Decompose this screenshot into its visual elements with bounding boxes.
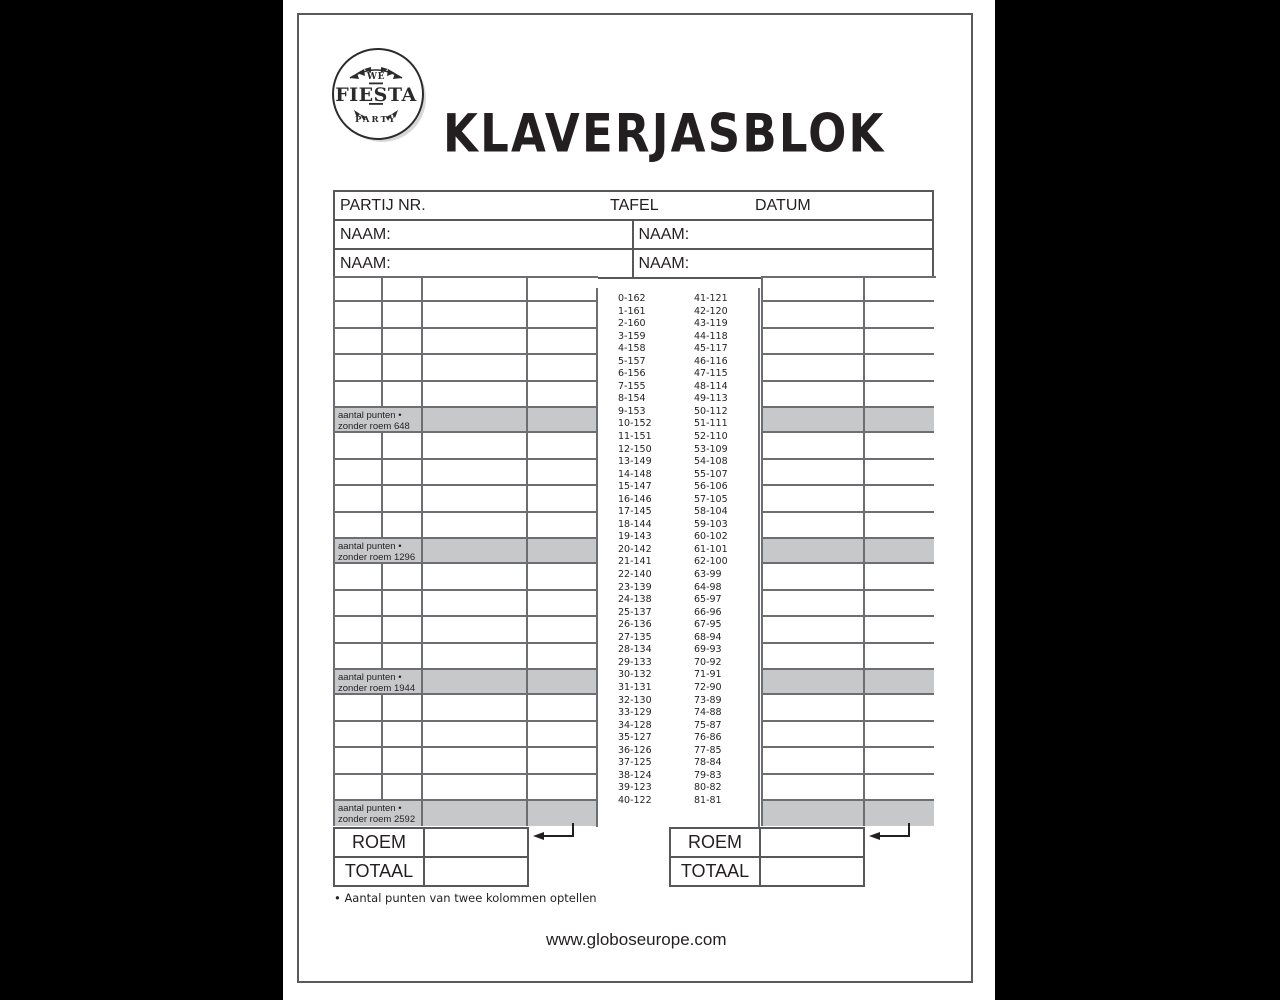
- punten-input-cell-left[interactable]: [423, 564, 528, 591]
- roem-input-cell-right[interactable]: [865, 302, 934, 329]
- header-row-partij: [335, 192, 932, 221]
- round-extra-cell[interactable]: [383, 460, 423, 487]
- roem-input-cell-left[interactable]: [528, 617, 596, 644]
- roem-input-cell-right[interactable]: [865, 486, 934, 513]
- subtotal-punten-cell-left[interactable]: [423, 539, 528, 564]
- reference-item-col2: 72-90: [694, 681, 722, 693]
- reference-item-col2: 79-83: [694, 769, 722, 781]
- round-number-cell: [335, 513, 383, 540]
- table-row: [335, 513, 598, 540]
- punten-input-cell-left[interactable]: [423, 644, 528, 671]
- round-number-cell: [335, 695, 383, 722]
- table-row: [335, 302, 598, 329]
- punten-input-cell-right[interactable]: [763, 329, 865, 356]
- reference-item-col1: 22-140: [618, 569, 652, 581]
- reference-item-col1: 32-130: [618, 694, 652, 706]
- reference-item-col2: 44-118: [694, 330, 728, 342]
- reference-item-col1: 7-155: [618, 380, 646, 392]
- reference-item-col1: 21-141: [618, 556, 652, 568]
- round-extra-cell[interactable]: [383, 486, 423, 513]
- reference-item-col2: 71-91: [694, 669, 722, 681]
- reference-item-col1: 15-147: [618, 481, 652, 493]
- roem-input-cell-right[interactable]: [865, 775, 934, 802]
- reference-item-col2: 58-104: [694, 506, 728, 518]
- subtotal-line-2: zonder roem 1944: [338, 683, 416, 694]
- punten-input-cell-right[interactable]: [763, 591, 865, 618]
- punten-input-cell-right[interactable]: [763, 644, 865, 671]
- table-row: [335, 722, 598, 749]
- table-row: [763, 433, 936, 460]
- round-number-cell: [335, 591, 383, 618]
- table-row: [335, 617, 598, 644]
- subtotal-punten-cell-right[interactable]: [763, 539, 865, 564]
- punten-input-cell-right[interactable]: [763, 302, 865, 329]
- table-row: [763, 486, 936, 513]
- table-row: [335, 408, 598, 433]
- table-row: [763, 513, 936, 540]
- score-table-left: [333, 276, 598, 826]
- table-row: [335, 670, 598, 695]
- round-number-cell: [335, 775, 383, 802]
- col-header-roem-left: [528, 278, 596, 302]
- reference-item-col2: 64-98: [694, 581, 722, 593]
- table-row: [335, 591, 598, 618]
- table-row: [335, 748, 598, 775]
- subtotal-punten-cell-right[interactable]: [763, 408, 865, 433]
- table-row: [763, 695, 936, 722]
- header-top-cell: [335, 192, 932, 219]
- reference-item-col1: 18-144: [618, 518, 652, 530]
- punten-input-cell-right[interactable]: [763, 564, 865, 591]
- reference-item-col1: 29-133: [618, 656, 652, 668]
- roem-label-right: ROEM: [671, 829, 761, 856]
- subtotal-label-left: [335, 670, 423, 695]
- header-row-naam-2: [335, 250, 932, 277]
- punten-input-cell-right[interactable]: [763, 433, 865, 460]
- round-extra-cell[interactable]: [383, 329, 423, 356]
- col-header-blank-2: [383, 278, 423, 302]
- reference-item-col2: 50-112: [694, 405, 728, 417]
- partij-nr-label: PARTIJ NR.: [340, 196, 426, 214]
- roem-input-cell-right[interactable]: [865, 564, 934, 591]
- table-row: [335, 539, 598, 564]
- punten-input-cell-left[interactable]: [423, 722, 528, 749]
- reference-item-col2: 60-102: [694, 531, 728, 543]
- tafel-label: TAFEL: [610, 196, 659, 214]
- roem-input-cell-left[interactable]: [528, 302, 596, 329]
- naam-field-1[interactable]: NAAM:: [335, 221, 634, 248]
- roem-input-cell-right[interactable]: [865, 329, 934, 356]
- round-extra-cell[interactable]: [383, 775, 423, 802]
- punten-input-cell-right[interactable]: [763, 775, 865, 802]
- round-number-cell: [335, 564, 383, 591]
- reference-item-col2: 61-101: [694, 543, 728, 555]
- totals-row-totaal-right: [671, 858, 863, 885]
- subtotal-roem-cell-right[interactable]: [865, 670, 934, 695]
- reference-item-col2: 52-110: [694, 431, 728, 443]
- punten-input-cell-left[interactable]: [423, 355, 528, 382]
- round-extra-cell[interactable]: [383, 617, 423, 644]
- reference-column-1: [598, 288, 682, 827]
- reference-item-col2: 69-93: [694, 644, 722, 656]
- reference-item-col2: 73-89: [694, 694, 722, 706]
- punten-input-cell-left[interactable]: [423, 329, 528, 356]
- table-row: [763, 670, 936, 695]
- roem-input-cell-right[interactable]: [865, 460, 934, 487]
- roem-input-cell-right[interactable]: [865, 591, 934, 618]
- reference-item-col1: 6-156: [618, 368, 646, 380]
- round-number-cell: [335, 329, 383, 356]
- naam-field-4[interactable]: NAAM:: [638, 254, 690, 272]
- reference-item-col2: 56-106: [694, 481, 728, 493]
- punten-input-cell-left[interactable]: [423, 775, 528, 802]
- svg-text:WE: WE: [366, 72, 386, 82]
- reference-item-col2: 42-120: [694, 305, 728, 317]
- reference-item-col1: 8-154: [618, 393, 646, 405]
- table-row: [763, 591, 936, 618]
- col-header-punten-right: [763, 278, 865, 302]
- round-number-cell: [335, 486, 383, 513]
- reference-item-col2: 81-81: [694, 794, 722, 806]
- table-row: [335, 644, 598, 671]
- reference-item-col2: 67-95: [694, 619, 722, 631]
- reference-item-col1: 28-134: [618, 644, 652, 656]
- reference-item-col1: 34-128: [618, 719, 652, 731]
- punten-input-cell-right[interactable]: [763, 748, 865, 775]
- subtotal-roem-cell-left[interactable]: [528, 408, 596, 433]
- round-extra-cell[interactable]: [383, 722, 423, 749]
- subtotal-punten-cell-right[interactable]: [763, 670, 865, 695]
- reference-item-col2: 62-100: [694, 556, 728, 568]
- round-number-cell: [335, 355, 383, 382]
- punten-input-cell-right[interactable]: [763, 695, 865, 722]
- reference-item-col1: 35-127: [618, 732, 652, 744]
- table-row: [335, 695, 598, 722]
- roem-input-cell-left[interactable]: [528, 433, 596, 460]
- totals-row-roem-left: [335, 829, 527, 858]
- roem-input-cell-right[interactable]: [865, 695, 934, 722]
- totals-block-right: [669, 827, 865, 887]
- roem-value-right[interactable]: [761, 829, 863, 856]
- subtotal-label-left: [335, 539, 423, 564]
- round-number-cell: [335, 302, 383, 329]
- col-header-blank-1: [335, 278, 383, 302]
- reference-item-col2: 78-84: [694, 757, 722, 769]
- roem-input-cell-left[interactable]: [528, 486, 596, 513]
- subtotal-punten-cell-left[interactable]: [423, 801, 528, 826]
- roem-input-cell-right[interactable]: [865, 513, 934, 540]
- subtotal-line-2: zonder roem 648: [338, 421, 410, 432]
- reference-item-col1: 20-142: [618, 543, 652, 555]
- punten-input-cell-left[interactable]: [423, 460, 528, 487]
- footnote: • Aantal punten van twee kolommen optellen: [334, 891, 597, 905]
- roem-input-cell-left[interactable]: [528, 775, 596, 802]
- punten-input-cell-left[interactable]: [423, 748, 528, 775]
- roem-value-left[interactable]: [425, 829, 527, 856]
- roem-input-cell-right[interactable]: [865, 433, 934, 460]
- reference-item-col1: 14-148: [618, 468, 652, 480]
- table-row: [763, 539, 936, 564]
- roem-input-cell-left[interactable]: [528, 460, 596, 487]
- reference-item-col2: 65-97: [694, 594, 722, 606]
- reference-item-col2: 48-114: [694, 380, 728, 392]
- round-extra-cell[interactable]: [383, 695, 423, 722]
- punten-input-cell-right[interactable]: [763, 382, 865, 409]
- reference-item-col1: 4-158: [618, 343, 646, 355]
- reference-item-col2: 70-92: [694, 656, 722, 668]
- table-row: [763, 748, 936, 775]
- reference-item-col2: 57-105: [694, 493, 728, 505]
- round-extra-cell[interactable]: [383, 564, 423, 591]
- reference-item-col2: 47-115: [694, 368, 728, 380]
- punten-input-cell-left[interactable]: [423, 591, 528, 618]
- subtotal-roem-cell-left[interactable]: [528, 670, 596, 695]
- roem-input-cell-left[interactable]: [528, 591, 596, 618]
- reference-item-col2: 74-88: [694, 707, 722, 719]
- subtotal-label-left: [335, 801, 423, 826]
- reference-item-col2: 45-117: [694, 343, 728, 355]
- round-extra-cell[interactable]: [383, 513, 423, 540]
- reference-item-col1: 10-152: [618, 418, 652, 430]
- roem-input-cell-right[interactable]: [865, 722, 934, 749]
- reference-item-col2: 75-87: [694, 719, 722, 731]
- carry-arrow-right-icon: [865, 822, 913, 852]
- totals-row-roem-right: [671, 829, 863, 858]
- reference-item-col2: 68-94: [694, 631, 722, 643]
- reference-item-col1: 40-122: [618, 794, 652, 806]
- reference-item-col2: 77-85: [694, 744, 722, 756]
- reference-item-col1: 30-132: [618, 669, 652, 681]
- roem-input-cell-left[interactable]: [528, 748, 596, 775]
- punten-input-cell-left[interactable]: [423, 513, 528, 540]
- reference-item-col2: 41-121: [694, 293, 728, 304]
- punten-input-cell-right[interactable]: [763, 513, 865, 540]
- reference-item-col2: 80-82: [694, 782, 722, 794]
- roem-input-cell-right[interactable]: [865, 617, 934, 644]
- header-table: [333, 190, 934, 279]
- reference-item-col1: 17-145: [618, 506, 652, 518]
- reference-item-col1: 24-138: [618, 594, 652, 606]
- totaal-value-right[interactable]: [761, 858, 863, 885]
- roem-input-cell-left[interactable]: [528, 564, 596, 591]
- punten-input-cell-left[interactable]: [423, 382, 528, 409]
- reference-item-col1: 38-124: [618, 769, 652, 781]
- reference-item-col1: 31-131: [618, 681, 652, 693]
- roem-input-cell-left[interactable]: [528, 644, 596, 671]
- reference-item-col1: 13-149: [618, 456, 652, 468]
- totals-block-left: [333, 827, 529, 887]
- table-row: [763, 564, 936, 591]
- subtotal-roem-cell-right[interactable]: [865, 539, 934, 564]
- round-number-cell: [335, 617, 383, 644]
- roem-input-cell-right[interactable]: [865, 355, 934, 382]
- naam-field-3[interactable]: NAAM:: [335, 250, 634, 277]
- roem-input-cell-left[interactable]: [528, 329, 596, 356]
- totals-row-totaal-left: [335, 858, 527, 885]
- subtotal-punten-cell-left[interactable]: [423, 670, 528, 695]
- punten-input-cell-right[interactable]: [763, 355, 865, 382]
- table-row: [763, 355, 936, 382]
- reference-item-col2: 43-119: [694, 318, 728, 330]
- website-url: www.globoseurope.com: [546, 930, 727, 949]
- punten-input-cell-right[interactable]: [763, 460, 865, 487]
- roem-input-cell-left[interactable]: [528, 355, 596, 382]
- reference-item-col2: 54-108: [694, 456, 728, 468]
- reference-item-col2: 59-103: [694, 518, 728, 530]
- totaal-label-right: TOTAAL: [671, 858, 761, 885]
- table-row: [335, 433, 598, 460]
- reference-item-col2: 55-107: [694, 468, 728, 480]
- subtotal-line-1: aantal punten •: [338, 803, 402, 814]
- table-row: [763, 460, 936, 487]
- round-number-cell: [335, 433, 383, 460]
- punten-input-cell-right[interactable]: [763, 617, 865, 644]
- table-row: [763, 775, 936, 802]
- reference-item-col1: 19-143: [618, 531, 652, 543]
- punten-input-cell-left[interactable]: [423, 302, 528, 329]
- round-extra-cell[interactable]: [383, 302, 423, 329]
- roem-label-left: ROEM: [335, 829, 425, 856]
- round-number-cell: [335, 748, 383, 775]
- reference-item-col2: 51-111: [694, 418, 728, 430]
- table-row: [763, 722, 936, 749]
- reference-item-col2: 46-116: [694, 355, 728, 367]
- header-row-naam-1: [335, 221, 932, 250]
- reference-item-col2: 76-86: [694, 732, 722, 744]
- reference-item-col1: 16-146: [618, 493, 652, 505]
- punten-input-cell-right[interactable]: [763, 486, 865, 513]
- round-extra-cell[interactable]: [383, 382, 423, 409]
- logo-artwork-icon: [332, 48, 420, 136]
- round-number-cell: [335, 644, 383, 671]
- table-row: [763, 278, 936, 302]
- reference-item-col1: 2-160: [618, 318, 646, 330]
- roem-input-cell-left[interactable]: [528, 695, 596, 722]
- subtotal-line-1: aantal punten •: [338, 672, 402, 683]
- totaal-value-left[interactable]: [425, 858, 527, 885]
- col-header-punten-left: [423, 278, 528, 302]
- round-number-cell: [335, 460, 383, 487]
- fiesta-logo: [332, 48, 428, 144]
- round-extra-cell[interactable]: [383, 748, 423, 775]
- subtotal-punten-cell-left[interactable]: [423, 408, 528, 433]
- roem-input-cell-right[interactable]: [865, 644, 934, 671]
- roem-input-cell-left[interactable]: [528, 513, 596, 540]
- carry-arrow-left-icon: [529, 822, 577, 852]
- round-extra-cell[interactable]: [383, 433, 423, 460]
- round-extra-cell[interactable]: [383, 591, 423, 618]
- roem-input-cell-right[interactable]: [865, 382, 934, 409]
- table-row: [335, 775, 598, 802]
- roem-input-cell-left[interactable]: [528, 382, 596, 409]
- reference-item-col1: 39-123: [618, 782, 652, 794]
- table-row: [335, 486, 598, 513]
- table-row: [335, 329, 598, 356]
- score-table-right: [761, 276, 936, 826]
- round-number-cell: [335, 722, 383, 749]
- subtotal-line-1: aantal punten •: [338, 541, 402, 552]
- col-header-roem-right: [865, 278, 934, 302]
- punten-input-cell-left[interactable]: [423, 486, 528, 513]
- subtotal-line-2: zonder roem 2592: [338, 814, 416, 825]
- svg-text:FIESTA: FIESTA: [335, 84, 417, 106]
- naam-field-2[interactable]: NAAM:: [638, 225, 690, 243]
- table-row: [763, 617, 936, 644]
- svg-text:PARTY: PARTY: [355, 115, 397, 125]
- roem-input-cell-right[interactable]: [865, 748, 934, 775]
- reference-item-col1: 33-129: [618, 707, 652, 719]
- reference-list: [596, 288, 760, 827]
- reference-item-col1: 25-137: [618, 606, 652, 618]
- table-row: [763, 382, 936, 409]
- totaal-label-left: TOTAAL: [335, 858, 425, 885]
- reference-item-col1: 9-153: [618, 405, 646, 417]
- punten-input-cell-left[interactable]: [423, 433, 528, 460]
- punten-input-cell-left[interactable]: [423, 617, 528, 644]
- reference-item-col1: 3-159: [618, 330, 646, 342]
- reference-item-col1: 37-125: [618, 757, 652, 769]
- reference-item-col1: 26-136: [618, 619, 652, 631]
- page-title: KLAVERJASBLOK: [443, 103, 886, 165]
- subtotal-line-2: zonder roem 1296: [338, 552, 416, 563]
- reference-item-col2: 63-99: [694, 569, 722, 581]
- round-number-cell: [335, 382, 383, 409]
- reference-item-col2: 53-109: [694, 443, 728, 455]
- table-row: [763, 644, 936, 671]
- table-row: [763, 408, 936, 433]
- subtotal-punten-cell-right[interactable]: [763, 801, 865, 826]
- reference-column-2: [682, 288, 758, 827]
- reference-item-col1: 27-135: [618, 631, 652, 643]
- round-extra-cell[interactable]: [383, 355, 423, 382]
- reference-item-col1: 23-139: [618, 581, 652, 593]
- reference-item-col2: 49-113: [694, 393, 728, 405]
- subtotal-label-left: [335, 408, 423, 433]
- round-extra-cell[interactable]: [383, 644, 423, 671]
- table-row: [763, 329, 936, 356]
- punten-input-cell-right[interactable]: [763, 722, 865, 749]
- table-row: [335, 460, 598, 487]
- subtotal-line-1: aantal punten •: [338, 410, 402, 421]
- reference-item-col1: 5-157: [618, 355, 646, 367]
- datum-label: DATUM: [755, 196, 811, 214]
- table-row: [763, 302, 936, 329]
- reference-item-col2: 66-96: [694, 606, 722, 618]
- reference-item-col1: 0-162: [618, 293, 646, 304]
- reference-item-col1: 11-151: [618, 431, 652, 443]
- roem-input-cell-left[interactable]: [528, 722, 596, 749]
- reference-item-col1: 1-161: [618, 305, 646, 317]
- subtotal-roem-cell-right[interactable]: [865, 408, 934, 433]
- punten-input-cell-left[interactable]: [423, 695, 528, 722]
- table-row: [335, 382, 598, 409]
- reference-item-col1: 12-150: [618, 443, 652, 455]
- subtotal-roem-cell-left[interactable]: [528, 539, 596, 564]
- table-row: [335, 355, 598, 382]
- table-row: [335, 278, 598, 302]
- reference-item-col1: 36-126: [618, 744, 652, 756]
- table-row: [335, 564, 598, 591]
